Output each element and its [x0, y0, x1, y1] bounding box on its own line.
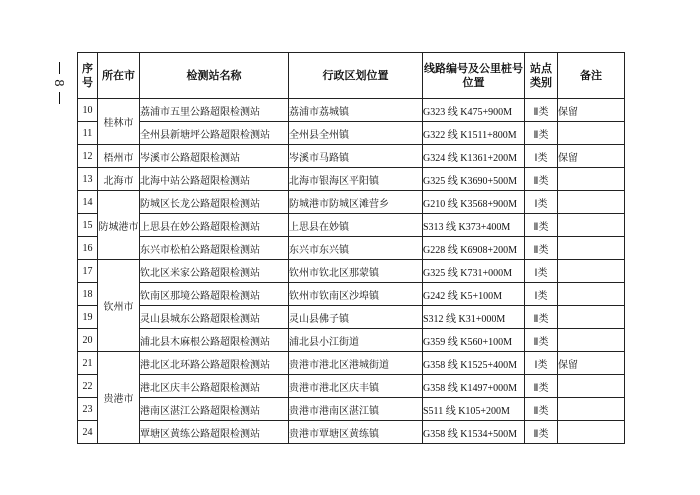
row-num: 11: [78, 122, 98, 145]
route: G358 线 K1534+500M: [423, 421, 525, 444]
route: G242 线 K5+100M: [423, 283, 525, 306]
route: G322 线 K1511+800M: [423, 122, 525, 145]
station-type: Ⅱ类: [525, 122, 558, 145]
station-name: 上思县在妙公路超限检测站: [140, 214, 289, 237]
station-type: Ⅱ类: [525, 421, 558, 444]
note: [558, 398, 625, 421]
row-num: 14: [78, 191, 98, 214]
region: 上思县在妙镇: [289, 214, 423, 237]
city-cell: 钦州市: [98, 260, 140, 352]
note: [558, 421, 625, 444]
station-type: Ⅱ类: [525, 99, 558, 122]
table-row: [78, 283, 625, 306]
inspection-station-table: [77, 52, 625, 444]
route: G359 线 K560+100M: [423, 329, 525, 352]
row-num: 22: [78, 375, 98, 398]
station-type: Ⅱ类: [525, 214, 558, 237]
table-row: [78, 398, 625, 421]
region: 灵山县佛子镇: [289, 306, 423, 329]
city-cell: 防城港市: [98, 191, 140, 260]
table-row: [78, 329, 625, 352]
note: [558, 191, 625, 214]
page-number-dash-top: [59, 62, 60, 74]
station-type: Ⅰ类: [525, 191, 558, 214]
station-name: 港南区湛江公路超限检测站: [140, 398, 289, 421]
region: 北海市银海区平阳镇: [289, 168, 423, 191]
region: 荔浦市荔城镇: [289, 99, 423, 122]
station-name: 钦南区那境公路超限检测站: [140, 283, 289, 306]
table-row: [78, 352, 625, 375]
station-name: 灵山县城东公路超限检测站: [140, 306, 289, 329]
city-cell: 北海市: [98, 168, 140, 191]
page-number: [52, 62, 66, 104]
row-num: 18: [78, 283, 98, 306]
note: 保留: [558, 145, 625, 168]
region: 贵港市港北区港城街道: [289, 352, 423, 375]
header-region: 行政区划位置: [289, 53, 423, 99]
city-cell: 桂林市: [98, 99, 140, 145]
header-num: 序号: [78, 53, 98, 99]
region: 浦北县小江街道: [289, 329, 423, 352]
table-row: [78, 214, 625, 237]
note: [558, 122, 625, 145]
page-number-dash-bottom: [59, 92, 60, 104]
row-num: 19: [78, 306, 98, 329]
region: 贵港市港北区庆丰镇: [289, 375, 423, 398]
note: [558, 329, 625, 352]
header-city: 所在市: [98, 53, 140, 99]
note: [558, 375, 625, 398]
city-cell: 贵港市: [98, 352, 140, 444]
row-num: 21: [78, 352, 98, 375]
note: [558, 214, 625, 237]
region: 防城港市防城区滩营乡: [289, 191, 423, 214]
row-num: 20: [78, 329, 98, 352]
row-num: 10: [78, 99, 98, 122]
station-name: 钦北区米家公路超限检测站: [140, 260, 289, 283]
station-type: Ⅱ类: [525, 375, 558, 398]
station-name: 浦北县木麻根公路超限检测站: [140, 329, 289, 352]
route: S511 线 K105+200M: [423, 398, 525, 421]
table-row: [78, 260, 625, 283]
station-name: 荔浦市五里公路超限检测站: [140, 99, 289, 122]
row-num: 13: [78, 168, 98, 191]
row-num: 12: [78, 145, 98, 168]
note: [558, 306, 625, 329]
route: G358 线 K1497+000M: [423, 375, 525, 398]
station-name: 东兴市松柏公路超限检测站: [140, 237, 289, 260]
station-type: Ⅰ类: [525, 283, 558, 306]
table-row: [78, 237, 625, 260]
row-num: 16: [78, 237, 98, 260]
table-row: [78, 191, 625, 214]
station-type: Ⅰ类: [525, 145, 558, 168]
row-num: 24: [78, 421, 98, 444]
note: [558, 237, 625, 260]
route: S312 线 K31+000M: [423, 306, 525, 329]
row-num: 17: [78, 260, 98, 283]
station-name: 港北区北环路公路超限检测站: [140, 352, 289, 375]
station-type: Ⅱ类: [525, 168, 558, 191]
row-num: 23: [78, 398, 98, 421]
route: G228 线 K6908+200M: [423, 237, 525, 260]
header-route: 线路编号及公里桩号位置: [423, 53, 525, 99]
station-name: 全州县新塘坪公路超限检测站: [140, 122, 289, 145]
station-name: 北海中站公路超限检测站: [140, 168, 289, 191]
station-type: Ⅱ类: [525, 237, 558, 260]
city-cell: 梧州市: [98, 145, 140, 168]
table-row: [78, 145, 625, 168]
table-row: [78, 421, 625, 444]
station-name: 岑溪市公路超限检测站: [140, 145, 289, 168]
table-row: [78, 168, 625, 191]
table-row: [78, 122, 625, 145]
region: 贵港市港南区湛江镇: [289, 398, 423, 421]
station-type: Ⅱ类: [525, 306, 558, 329]
region: 贵港市覃塘区黄练镇: [289, 421, 423, 444]
table-row: [78, 306, 625, 329]
table-row: [78, 99, 625, 122]
route: G210 线 K3568+900M: [423, 191, 525, 214]
station-name: 覃塘区黄练公路超限检测站: [140, 421, 289, 444]
station-type: Ⅰ类: [525, 260, 558, 283]
route: G358 线 K1525+400M: [423, 352, 525, 375]
note: 保留: [558, 352, 625, 375]
route: G324 线 K1361+200M: [423, 145, 525, 168]
note: [558, 260, 625, 283]
station-type: Ⅱ类: [525, 398, 558, 421]
region: 东兴市东兴镇: [289, 237, 423, 260]
header-name: 检测站名称: [140, 53, 289, 99]
region: 钦州市钦北区那蒙镇: [289, 260, 423, 283]
table-row: [78, 375, 625, 398]
station-type: Ⅰ类: [525, 352, 558, 375]
page-number-value: 8: [52, 79, 66, 87]
region: 岑溪市马路镇: [289, 145, 423, 168]
route: S313 线 K373+400M: [423, 214, 525, 237]
row-num: 15: [78, 214, 98, 237]
note: 保留: [558, 99, 625, 122]
table-header-row: [78, 53, 625, 99]
station-name: 港北区庆丰公路超限检测站: [140, 375, 289, 398]
note: [558, 168, 625, 191]
region: 全州县全州镇: [289, 122, 423, 145]
region: 钦州市钦南区沙埠镇: [289, 283, 423, 306]
header-note: 备注: [558, 53, 625, 99]
route: G325 线 K3690+500M: [423, 168, 525, 191]
route: G323 线 K475+900M: [423, 99, 525, 122]
route: G325 线 K731+000M: [423, 260, 525, 283]
note: [558, 283, 625, 306]
station-name: 防城区长龙公路超限检测站: [140, 191, 289, 214]
station-type: Ⅱ类: [525, 329, 558, 352]
header-type: 站点类别: [525, 53, 558, 99]
